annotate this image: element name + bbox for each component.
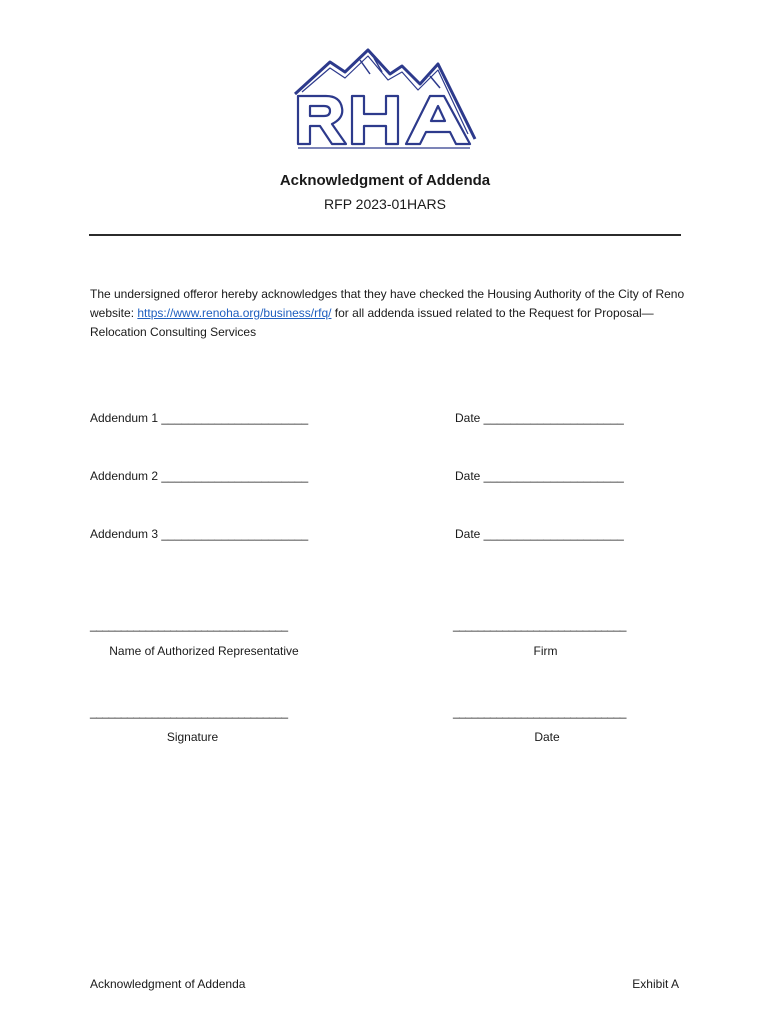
intro-text-after: for all addenda issued related to the Request for Proposal— Relocation Consulting Services [90,306,654,339]
representative-name-caption: Name of Authorized Representative [109,644,299,658]
footer-exhibit-label: Exhibit A [632,977,679,991]
page-title: Acknowledgment of Addenda [279,172,491,189]
date-caption: Date [534,730,560,744]
addendum-3-field[interactable]: Addendum 3 ______________________ [90,527,309,541]
signature-line[interactable]: ________________________________ [90,705,288,719]
intro-text-before: The undersigned offeror hereby acknowledges that they have checked the Housing Authority of the City of Reno website: [90,287,685,320]
signature-caption: Signature [166,730,219,744]
addendum-2-date-field[interactable]: Date _____________________ [455,469,624,483]
firm-line[interactable]: ____________________________ [453,618,626,632]
rfp-number: RFP 2023-01HARS [324,196,446,212]
addendum-3-date-field[interactable]: Date _____________________ [455,527,624,541]
addendum-1-field[interactable]: Addendum 1 ______________________ [90,411,309,425]
footer-document-title: Acknowledgment of Addenda [90,977,246,991]
addendum-2-field[interactable]: Addendum 2 ______________________ [90,469,309,483]
rha-logo-graphic [290,44,480,152]
addendum-1-date-field[interactable]: Date _____________________ [455,411,624,425]
representative-name-line[interactable]: ________________________________ [90,618,288,632]
acknowledgment-paragraph [90,285,690,342]
header-divider [89,234,681,236]
renoha-rfq-link[interactable]: https://www.renoha.org/business/rfq/ [137,306,332,320]
signature-date-line[interactable]: ____________________________ [453,705,626,719]
firm-caption: Firm [533,644,558,658]
rha-logo [290,44,480,152]
